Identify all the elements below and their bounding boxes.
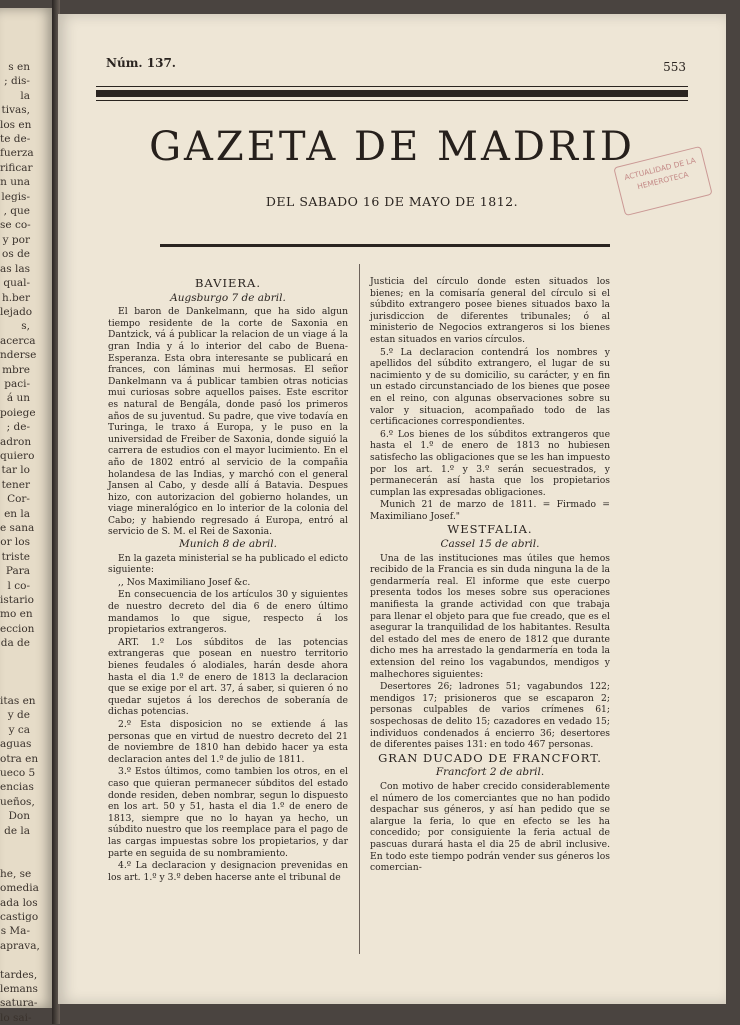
article-paragraph: Con motivo de haber crecido considerablemente el número de los comerciantes que no han podido despachar sus géneros, y así han pedido que se alargue la feria, lo que en efecto se les ha concedido; por consiguiente la feria actual de pascuas durará hasta el dia 25 de abril inclusive. En todo este tiempo podrán vender sus géneros los comercian-	[370, 780, 610, 874]
article-paragraph: 2.º Esta disposicion no se extiende á las personas que en virtud de nuestro decreto del 21 de noviembre de 1810 han debido hacer ya esta declaracion antes del 1.º de julio de 1811.	[108, 718, 348, 765]
facing-page-line	[0, 651, 56, 665]
facing-page-line: tener	[1, 478, 30, 491]
dateline-cassel: Cassel 15 de abril.	[440, 538, 540, 551]
article-paragraph: 3.º Estos últimos, como tambien los otros, en el caso que quieran permanecer súbditos del estado donde residen, deben nombrar, segun lo dispuesto en los art. 50 y 51, hasta el dia 1.º de enero de 1813, siempre que no lo hayan ya hecho, un súbdito nuestro que los reemplace para el pago de las cargas impuestas sobre los propietarios, y dar parte en seguida de su nombramiento.	[108, 766, 348, 859]
article-paragraph: ART. 1.º Los súbditos de las potencias extrangeras que posean en nuestro territorio bienes feudales ó alodiales, harán desde ahora hasta el dia 1.º de enero de 1813 la declaracion que se exige por el art. 37, á saber, si quieren ó no quedar sujetos á los derechos de soberanía de dichas potencias.	[108, 636, 348, 718]
facing-page-line: en la	[4, 507, 30, 520]
facing-page-line: Para	[5, 565, 30, 578]
facing-page-line: lejado	[0, 305, 33, 318]
article-paragraph: En la gazeta ministerial se ha publicado el edicto siguiente:	[108, 552, 348, 576]
masthead-title: GAZETA DE MADRID	[149, 124, 635, 170]
facing-page-line: s,	[21, 320, 30, 333]
section-heading-baviera: BAVIERA.	[194, 276, 262, 290]
facing-page-line: te de-	[0, 133, 31, 146]
facing-page-line: h.ber	[1, 291, 30, 304]
facing-page-line: y ca	[8, 723, 30, 736]
facing-page-line: , que	[3, 205, 30, 218]
facing-page-line: poiege	[0, 406, 36, 419]
facing-page-line: adron	[0, 435, 32, 448]
facing-page-line: l co-	[7, 579, 30, 592]
facing-page-line	[0, 852, 56, 866]
facing-page-line: se co-	[0, 219, 31, 232]
facing-page-line: y de	[7, 709, 30, 722]
facing-page-text	[0, 8, 56, 1025]
article-paragraph: Una de las instituciones mas útiles que hemos recibido de la Francia es sin duda ninguna la de la gendarmería real. El informe que este cuerpo presenta todos los meses sobre sus operaciones manifiesta la grande actividad con que trabaja para llenar el objeto para que fue creado, que es el asegurar la tranquilidad de los habitantes. Resulta del estado del mes de enero de 1812 que durante dicho mes ha arrestado la gendarmería en toda la extension del reino los vagabundos, mendigos y malhechores siguientes:	[370, 552, 610, 680]
article-paragraph: 6.º Los bienes de los súbditos extrangeros que hasta el 1.º de enero de 1813 no hubiesen satisfecho las obligaciones que se les han impuesto por los art. 1.º y 3.º serán secuestrados, y permanecerán así hasta que los propietarios cumplan las expresadas obligaciones.	[370, 428, 610, 498]
facing-page-line: qual-	[3, 277, 30, 290]
newspaper-page	[58, 14, 726, 1004]
facing-page-line: or los	[0, 536, 30, 549]
facing-page-line: de la	[4, 824, 30, 837]
facing-page-line: omedia	[0, 882, 39, 895]
section-heading-francfort: GRAN DUCADO DE FRANCFORT.	[378, 750, 602, 765]
facing-page-line: triste	[1, 550, 30, 563]
facing-page-line: satura-	[0, 997, 38, 1010]
header-rule-top	[96, 86, 688, 87]
facing-page-line: s en	[8, 61, 30, 73]
facing-page-line: he, se	[0, 867, 32, 880]
facing-page-line: acerca	[0, 334, 36, 347]
article-paragraph: El baron de Dankelmann, que ha sido algun tiempo residente de la corte de Saxonia en Dantzick, vá á publicar la relacion de un viage á la gran India y á lo interior del cabo de Buena-Esperanza. Esta obra interesante se publicará en frances, con láminas mui hermosas. El señor Dankelmann va á publicar tambien otras noticias mui curiosas sobre aquellos paises. Este escritor es natural de Bengála, donde pasó los primeros años de su juventud. Su padre, que vive todavía en Turinga, le traxo á Europa, y le puso en la universidad de Freiber de Saxonia, donde siguió la carrera de estudios con el mayor lucimiento. En el año de 1802 entró al servicio de la compañia holandesa de las Indias, y marchó con el general Jansen al Cabo, y desde allí á Batavia. Despues hizo, con autorizacion del gobierno holandes, un viage mineralógico en lo interior de la colonia del Cabo; y habiendo regresado á Europa, entró al servicio de S. M. el Rei de Saxonia.	[108, 306, 348, 538]
facing-page-line: eccion	[0, 622, 35, 635]
facing-page-line: mo en	[0, 608, 33, 621]
facing-page-line: encias	[0, 781, 34, 794]
facing-page-line: ada los	[0, 896, 38, 909]
dateline-munich: Munich 8 de abril.	[179, 538, 277, 551]
article-paragraph: ,, Nos Maximiliano Josef &c.	[118, 576, 251, 588]
page-number: 553	[663, 60, 686, 74]
facing-page-line: as las	[0, 262, 30, 275]
facing-page-line: paci-	[4, 377, 30, 390]
facing-page-line: n una	[0, 176, 30, 189]
facing-page-line: ; de-	[6, 421, 30, 434]
article-paragraph: 4.º La declaracion y designacion prevenidas en los art. 1.º y 3.º deben hacerse ante el tribunal de	[108, 860, 348, 883]
column-separator	[359, 264, 360, 954]
issue-number: Núm. 137.	[106, 56, 176, 70]
facing-page-line: otra en	[0, 752, 39, 765]
article-paragraph: Munich 21 de marzo de 1811. = Firmado = Maximiliano Josef."	[370, 499, 610, 522]
facing-page-line: y por	[2, 233, 30, 246]
facing-page-line: legis-	[1, 190, 30, 203]
facing-page-line: tivas,	[1, 104, 30, 117]
facing-page-line: tar lo	[1, 464, 30, 477]
facing-page-line	[0, 665, 56, 679]
facing-page-line	[0, 679, 56, 693]
facing-page-line: itas en	[0, 694, 36, 707]
facing-page-line: istario	[0, 594, 34, 607]
header-rule-thick	[96, 90, 688, 97]
left-column	[108, 276, 348, 884]
facing-page-line: ueco 5	[0, 766, 36, 779]
facing-page-line: Cor-	[7, 493, 30, 506]
facing-page-line: lemans	[0, 983, 38, 995]
facing-page-line: Don	[8, 810, 30, 823]
facing-page-line: e sana	[0, 522, 35, 534]
right-column	[370, 276, 610, 875]
section-heading-westfalia: WESTFALIA.	[447, 522, 533, 537]
facing-page-line: s Ma-	[0, 925, 30, 938]
facing-page-line: lo sai-	[0, 1011, 32, 1024]
facing-page-line: aprava,	[0, 939, 40, 952]
article-paragraph: Justicia del círculo donde esten situados los bienes; en la comisaría general del círculo si el súbdito extrangero posee bienes situados baxo la jurisdiccion de diferentes tribunales; ó al ministerio de Negocios extrangeros si los bienes estan situados en varios círculos.	[370, 276, 610, 345]
masthead-divider	[160, 244, 610, 247]
facing-page-line: aguas	[0, 738, 32, 751]
article-paragraph: 5.º La declaracion contendrá los nombres y apellidos del súbdito extrangero, el lugar de su nacimiento y de su domicilio, su carácter, y en fin un estado circunstanciado de los bienes que posee en el reino, con algunas observaciones sobre su valor y situacion, acompañado todo de las certificaciones correspondientes.	[370, 346, 610, 428]
facing-page-line: fuerza	[0, 147, 34, 160]
facing-page-line: nderse	[0, 349, 37, 362]
facing-page-line: da de	[0, 637, 30, 650]
article-paragraph: En consecuencia de los artículos 30 y siguientes de nuestro decreto del dia 6 de enero último mandamos lo que sigue, respecto á los propietarios extrangeros.	[108, 589, 348, 636]
facing-page-line: quiero	[0, 449, 35, 462]
article-paragraph: Desertores 26; ladrones 51; vagabundos 122; mendigos 17; prisioneros que se escaparon 2; personas culpables de varios crímenes 61; sospechosas de delito 15; cazadores en vedado 15; individuos condenados á encierro 36; desertores de diferentes paises 131: en todo 467 personas.	[370, 681, 610, 751]
facing-page-line: á un	[6, 392, 30, 405]
facing-page-line: castigo	[0, 910, 39, 923]
facing-page-line: os de	[2, 248, 30, 261]
header-rule-bottom	[96, 100, 688, 101]
facing-page-line: la	[20, 89, 30, 102]
facing-page-line: tardes,	[0, 968, 38, 981]
dateline-augsburgo: Augsburgo 7 de abril.	[170, 291, 286, 304]
issue-date: DEL SABADO 16 DE MAYO DE 1812.	[265, 194, 519, 209]
facing-page-line: ueños,	[0, 795, 35, 808]
facing-page-line: los en	[0, 118, 32, 131]
facing-page-line: rificar	[0, 161, 33, 174]
facing-page-line: mbre	[2, 363, 30, 376]
library-stamp: ACTUALIDAD DE LA HEMEROTECA	[613, 146, 712, 216]
facing-page-line	[0, 838, 56, 852]
dateline-francfort: Francfort 2 de abril.	[435, 766, 545, 779]
facing-page-line	[0, 953, 56, 967]
facing-page	[0, 8, 56, 1024]
facing-page-line: ; dis-	[4, 75, 30, 88]
